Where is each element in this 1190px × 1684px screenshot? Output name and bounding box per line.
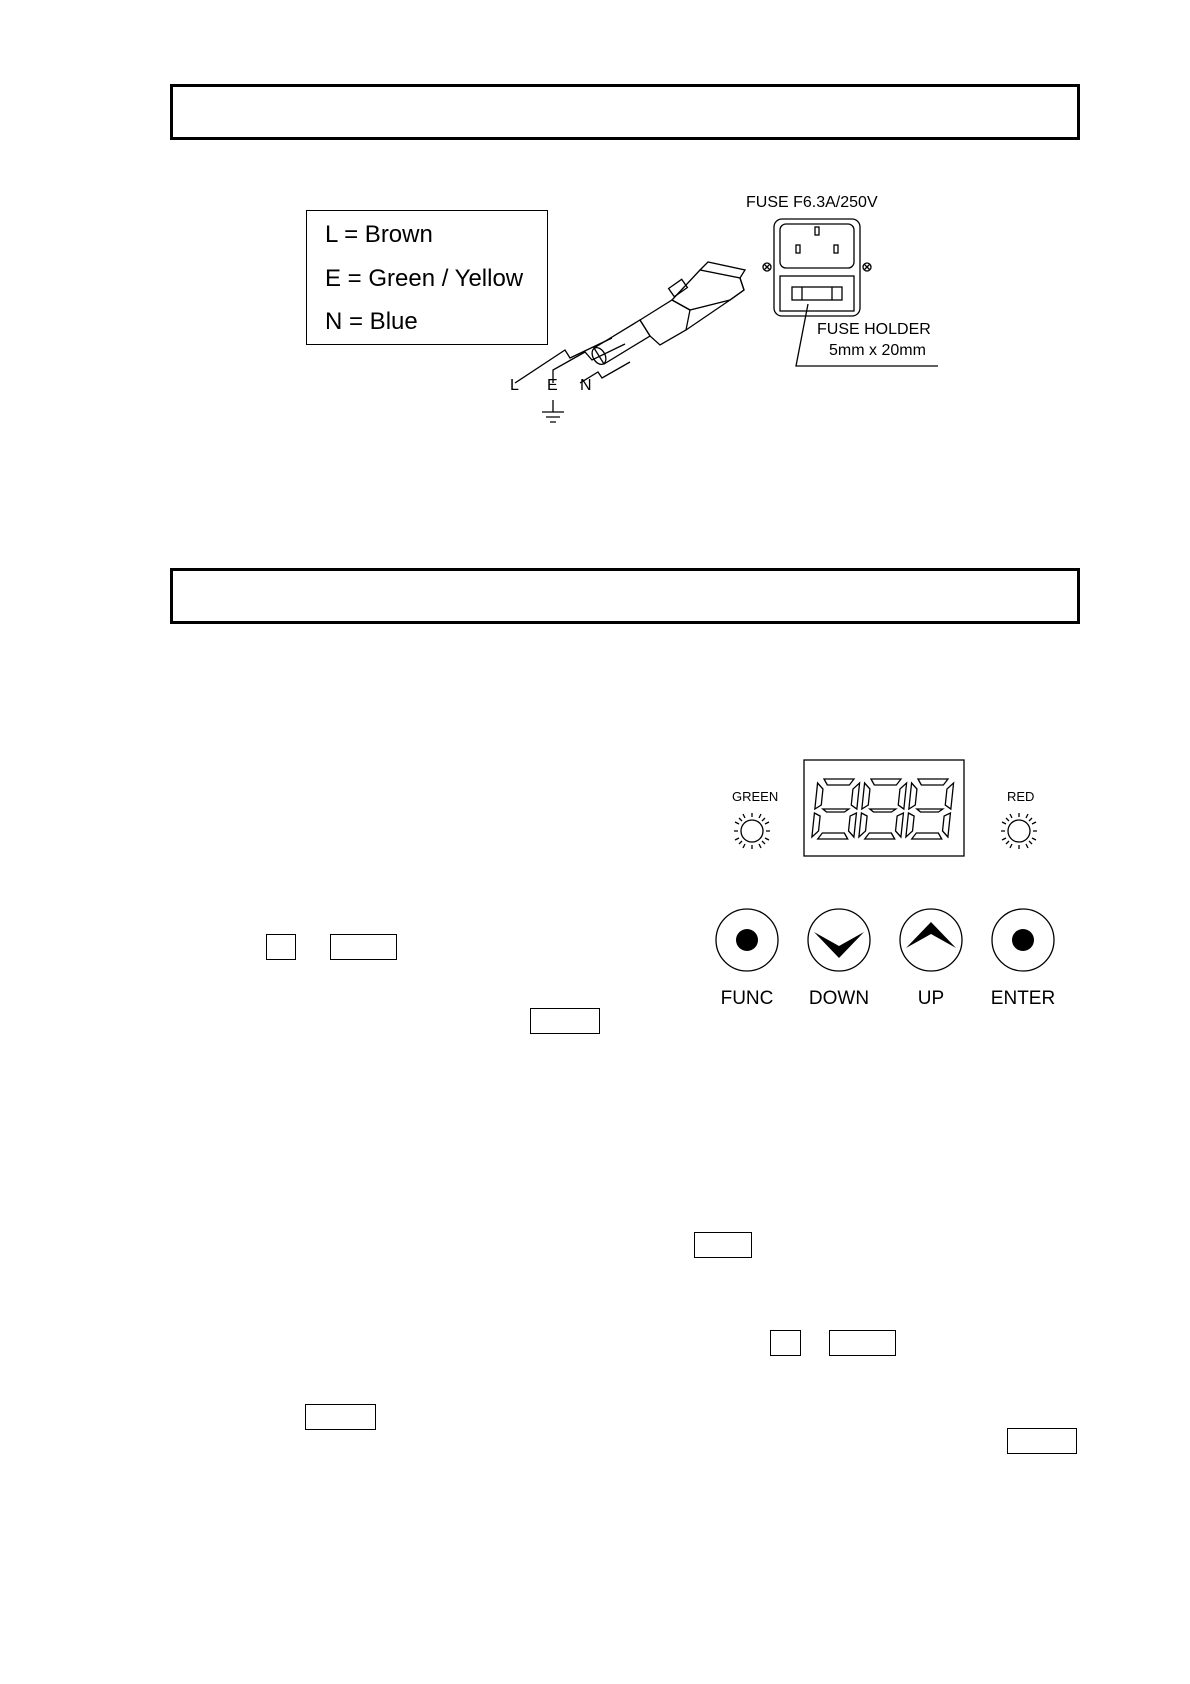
red-led-icon xyxy=(1001,813,1037,849)
wire-letter-n: N xyxy=(580,377,592,394)
key-box xyxy=(770,1330,801,1356)
key-box xyxy=(330,934,397,960)
down-button-label: DOWN xyxy=(808,988,870,1009)
red-led-label: RED xyxy=(1007,789,1035,804)
chevron-down-icon xyxy=(814,932,864,958)
fuse-holder-label: FUSE HOLDER xyxy=(817,321,931,338)
seven-segment-digit xyxy=(812,779,860,839)
wire-letter-e: E xyxy=(547,377,558,394)
func-dot xyxy=(736,929,758,951)
fuse-size-label: 5mm x 20mm xyxy=(829,342,926,359)
key-box xyxy=(530,1008,600,1034)
key-box xyxy=(829,1330,896,1356)
key-box xyxy=(266,934,296,960)
legend-earth: E = Green / Yellow xyxy=(325,265,524,292)
up-button-label: UP xyxy=(917,988,945,1009)
enter-button-label: ENTER xyxy=(990,988,1056,1009)
wire-letter-l: L xyxy=(510,377,519,394)
led-display-frame xyxy=(804,760,964,856)
up-button-icon xyxy=(900,909,962,971)
key-box xyxy=(1007,1428,1077,1454)
legend-live: L = Brown xyxy=(325,221,433,248)
func-button-label: FUNC xyxy=(720,988,774,1009)
green-led-icon xyxy=(734,813,770,849)
key-box xyxy=(305,1404,376,1430)
key-box xyxy=(694,1232,752,1258)
seven-segment-digit xyxy=(859,779,907,839)
fuse-rating-label: FUSE F6.3A/250V xyxy=(746,194,878,211)
legend-neutral: N = Blue xyxy=(325,308,418,335)
chevron-up-icon xyxy=(906,922,956,948)
enter-dot xyxy=(1012,929,1034,951)
green-led-label: GREEN xyxy=(732,789,779,804)
seven-segment-digit xyxy=(906,779,954,839)
down-button-icon xyxy=(808,909,870,971)
